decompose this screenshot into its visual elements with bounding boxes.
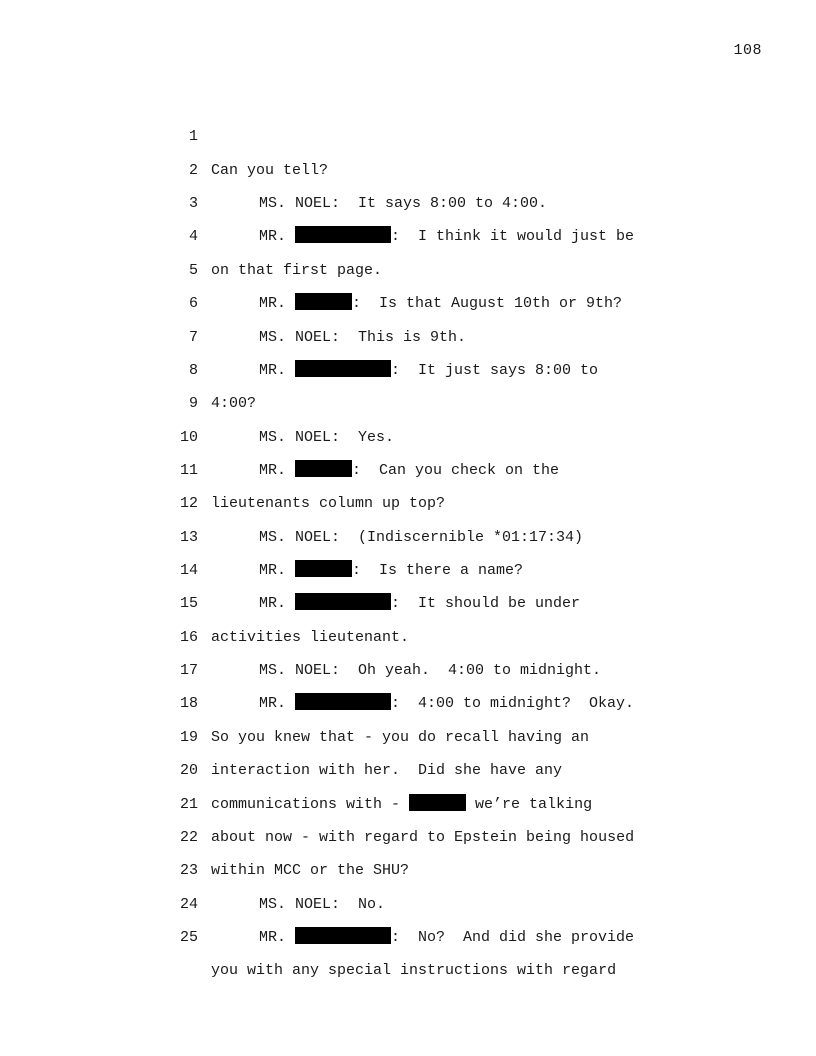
line-number: 13 (179, 528, 198, 546)
line-text-segment: MR. (259, 228, 296, 246)
line-text-segment: Can you tell? (211, 161, 329, 179)
line-number: 3 (188, 195, 198, 213)
line-number: 14 (179, 562, 198, 580)
line-text-segment: MR. (259, 595, 296, 613)
line-text-segment: MS. NOEL: It says 8:00 to 4:00. (259, 195, 548, 213)
line-text (259, 921, 634, 954)
line-text-segment: : Is there a name? (352, 562, 524, 580)
line-text (211, 954, 616, 987)
redaction-box (295, 927, 391, 944)
line-number: 19 (179, 728, 198, 746)
line-text-segment: lieutenants column up top? (211, 495, 446, 513)
line-text-segment: activities lieutenant. (211, 628, 410, 646)
transcript-body (170, 87, 730, 980)
line-number: 9 (188, 395, 198, 413)
line-text-segment: you with any special instructions with regard (211, 962, 617, 980)
line-text-segment: MR. (259, 695, 296, 713)
line-text-segment: MR. (259, 361, 296, 379)
line-number: 7 (188, 328, 198, 346)
line-text-segment: : 4:00 to midnight? Okay. (391, 695, 635, 713)
line-text-segment: MS. NOEL: (Indiscernible *01:17:34) (259, 528, 584, 546)
line-number: 4 (188, 228, 198, 246)
line-text-segment: we’re talking (466, 795, 593, 813)
line-number: 2 (188, 161, 198, 179)
line-number: 24 (179, 895, 198, 913)
line-text-segment: interaction with her. Did she have any (211, 762, 563, 780)
line-number: 20 (179, 762, 198, 780)
line-number: 16 (179, 628, 198, 646)
transcript-line (170, 87, 730, 179)
page-number: 108 (733, 42, 762, 59)
line-text-segment: : I think it would just be (391, 228, 635, 246)
line-text-segment: on that first page. (211, 261, 383, 279)
line-text-segment: MS. NOEL: No. (259, 895, 386, 913)
line-text-segment: within MCC or the SHU? (211, 862, 410, 880)
line-number: 6 (188, 295, 198, 313)
line-number: 8 (188, 361, 198, 379)
line-number: 5 (188, 261, 198, 279)
line-number: 10 (179, 428, 198, 446)
line-text-segment: MR. (259, 461, 296, 479)
line-number: 12 (179, 495, 198, 513)
line-text-segment: : Can you check on the (352, 461, 560, 479)
line-text-segment: So you knew that - you do recall having an (211, 728, 590, 746)
line-number: 25 (179, 928, 198, 946)
line-text-segment: MS. NOEL: This is 9th. (259, 328, 467, 346)
line-text-segment: : It just says 8:00 to (391, 361, 599, 379)
line-number: 15 (179, 595, 198, 613)
line-text-segment: MR. (259, 562, 296, 580)
line-text-segment: communications with - (211, 795, 410, 813)
line-number: 17 (179, 662, 198, 680)
line-text-segment: MR. (259, 295, 296, 313)
line-number: 22 (179, 828, 198, 846)
line-text-segment: : It should be under (391, 595, 581, 613)
line-text-segment: 4:00? (211, 395, 257, 413)
line-text-segment: about now - with regard to Epstein being housed (211, 828, 635, 846)
line-number: 23 (179, 862, 198, 880)
line-text-segment: MS. NOEL: Yes. (259, 428, 395, 446)
line-text-segment: : Is that August 10th or 9th? (352, 295, 623, 313)
line-number: 18 (179, 695, 198, 713)
line-number: 21 (179, 795, 198, 813)
line-text-segment: MS. NOEL: Oh yeah. 4:00 to midnight. (259, 662, 602, 680)
line-number: 11 (179, 461, 198, 479)
line-number: 1 (188, 128, 198, 146)
line-text-segment: : No? And did she provide (391, 928, 635, 946)
line-text-segment: MR. (259, 928, 296, 946)
